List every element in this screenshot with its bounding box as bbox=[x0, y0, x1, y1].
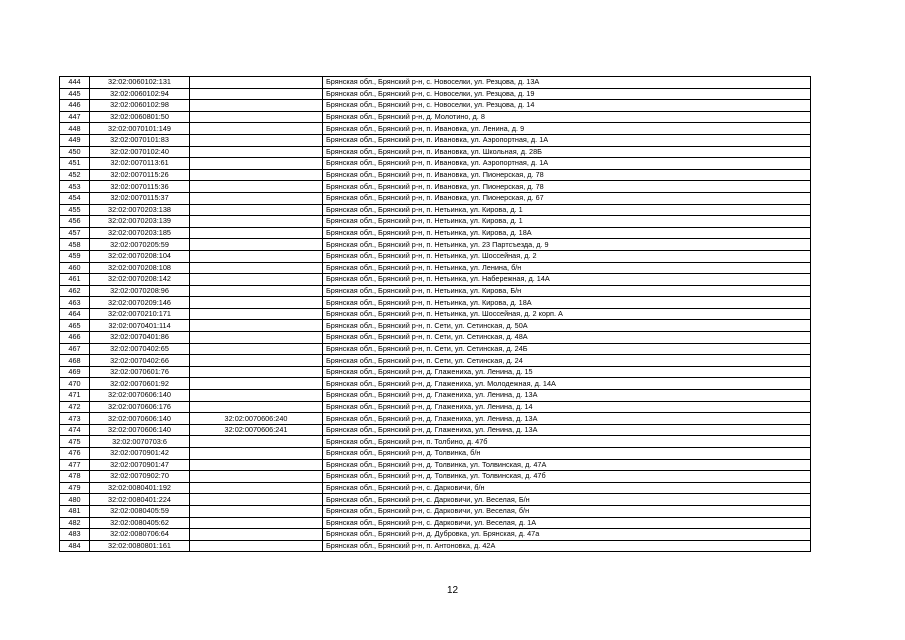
row-number-cell: 457 bbox=[60, 227, 90, 239]
address-cell: Брянская обл., Брянский р-н, п. Ивановка, ул. Школьная, д. 28Б bbox=[323, 146, 811, 158]
cadastral-number-cell: 32:02:0070115:37 bbox=[90, 192, 190, 204]
cadastral-number-cell: 32:02:0060102:131 bbox=[90, 77, 190, 89]
new-cadastral-number-cell bbox=[190, 320, 323, 332]
address-cell: Брянская обл., Брянский р-н, п. Ивановка, ул. Аэропортная, д. 1А bbox=[323, 158, 811, 170]
cadastral-number-cell: 32:02:0070203:139 bbox=[90, 216, 190, 228]
cadastral-number-cell: 32:02:0070208:96 bbox=[90, 285, 190, 297]
new-cadastral-number-cell bbox=[190, 505, 323, 517]
cadastral-number-cell: 32:02:0070606:176 bbox=[90, 401, 190, 413]
table-row bbox=[60, 378, 811, 390]
table-row bbox=[60, 227, 811, 239]
row-number-cell: 456 bbox=[60, 216, 90, 228]
row-number-cell: 478 bbox=[60, 471, 90, 483]
address-cell: Брянская обл., Брянский р-н, п. Ивановка, ул. Пионерская, д. 67 bbox=[323, 192, 811, 204]
new-cadastral-number-cell bbox=[190, 77, 323, 89]
new-cadastral-number-cell bbox=[190, 494, 323, 506]
row-number-cell: 459 bbox=[60, 250, 90, 262]
new-cadastral-number-cell bbox=[190, 88, 323, 100]
row-number-cell: 468 bbox=[60, 355, 90, 367]
cadastral-number-cell: 32:02:0070203:185 bbox=[90, 227, 190, 239]
row-number-cell: 462 bbox=[60, 285, 90, 297]
row-number-cell: 444 bbox=[60, 77, 90, 89]
row-number-cell: 477 bbox=[60, 459, 90, 471]
new-cadastral-number-cell: 32:02:0070606:241 bbox=[190, 424, 323, 436]
row-number-cell: 469 bbox=[60, 366, 90, 378]
cadastral-number-cell: 32:02:0070102:40 bbox=[90, 146, 190, 158]
address-cell: Брянская обл., Брянский р-н, д. Молотино, д. 8 bbox=[323, 111, 811, 123]
cadastral-number-cell: 32:02:0070703:6 bbox=[90, 436, 190, 448]
table-row bbox=[60, 366, 811, 378]
row-number-cell: 472 bbox=[60, 401, 90, 413]
records-table-body bbox=[60, 77, 811, 552]
table-row bbox=[60, 471, 811, 483]
cadastral-number-cell: 32:02:0070606:140 bbox=[90, 413, 190, 425]
address-cell: Брянская обл., Брянский р-н, п. Антоновка, д. 42А bbox=[323, 540, 811, 552]
table-row bbox=[60, 274, 811, 286]
table-row bbox=[60, 169, 811, 181]
new-cadastral-number-cell bbox=[190, 250, 323, 262]
row-number-cell: 451 bbox=[60, 158, 90, 170]
row-number-cell: 480 bbox=[60, 494, 90, 506]
row-number-cell: 484 bbox=[60, 540, 90, 552]
table-row bbox=[60, 216, 811, 228]
table-row bbox=[60, 529, 811, 541]
new-cadastral-number-cell bbox=[190, 378, 323, 390]
row-number-cell: 475 bbox=[60, 436, 90, 448]
cadastral-number-cell: 32:02:0070208:104 bbox=[90, 250, 190, 262]
table-row bbox=[60, 505, 811, 517]
page-number: 12 bbox=[446, 585, 459, 596]
new-cadastral-number-cell bbox=[190, 158, 323, 170]
cadastral-number-cell: 32:02:0080405:59 bbox=[90, 505, 190, 517]
cadastral-number-cell: 32:02:0070401:114 bbox=[90, 320, 190, 332]
cadastral-number-cell: 32:02:0070402:66 bbox=[90, 355, 190, 367]
new-cadastral-number-cell bbox=[190, 436, 323, 448]
address-cell: Брянская обл., Брянский р-н, п. Нетьинка, ул. Ленина, б/н bbox=[323, 262, 811, 274]
cadastral-number-cell: 32:02:0070902:70 bbox=[90, 471, 190, 483]
table-row bbox=[60, 424, 811, 436]
address-cell: Брянская обл., Брянский р-н, с. Дарковичи, б/н bbox=[323, 482, 811, 494]
table-row bbox=[60, 100, 811, 112]
address-cell: Брянская обл., Брянский р-н, д. Глажениха, ул. Ленина, д. 13А bbox=[323, 390, 811, 402]
address-cell: Брянская обл., Брянский р-н, с. Дарковичи, ул. Веселая, б/н bbox=[323, 505, 811, 517]
row-number-cell: 453 bbox=[60, 181, 90, 193]
new-cadastral-number-cell bbox=[190, 239, 323, 251]
address-cell: Брянская обл., Брянский р-н, д. Толвинка, б/н bbox=[323, 448, 811, 460]
address-cell: Брянская обл., Брянский р-н, п. Нетьинка, ул. Шоссейная, д. 2 bbox=[323, 250, 811, 262]
row-number-cell: 464 bbox=[60, 308, 90, 320]
address-cell: Брянская обл., Брянский р-н, д. Дубровка, ул. Брянская, д. 47а bbox=[323, 529, 811, 541]
address-cell: Брянская обл., Брянский р-н, п. Сети, ул. Сетинская, д. 24 bbox=[323, 355, 811, 367]
new-cadastral-number-cell bbox=[190, 181, 323, 193]
row-number-cell: 473 bbox=[60, 413, 90, 425]
table-row bbox=[60, 285, 811, 297]
table-row bbox=[60, 181, 811, 193]
address-cell: Брянская обл., Брянский р-н, п. Сети, ул. Сетинская, д. 50А bbox=[323, 320, 811, 332]
table-row bbox=[60, 355, 811, 367]
new-cadastral-number-cell bbox=[190, 517, 323, 529]
address-cell: Брянская обл., Брянский р-н, п. Нетьинка, ул. 23 Партсъезда, д. 9 bbox=[323, 239, 811, 251]
table-row bbox=[60, 88, 811, 100]
address-cell: Брянская обл., Брянский р-н, с. Дарковичи, ул. Веселая, д. 1А bbox=[323, 517, 811, 529]
cadastral-number-cell: 32:02:0070209:146 bbox=[90, 297, 190, 309]
address-cell: Брянская обл., Брянский р-н, с. Новоселки, ул. Резцова, д. 13А bbox=[323, 77, 811, 89]
new-cadastral-number-cell bbox=[190, 204, 323, 216]
cadastral-number-cell: 32:02:0080801:161 bbox=[90, 540, 190, 552]
cadastral-number-cell: 32:02:0070606:140 bbox=[90, 424, 190, 436]
table-row bbox=[60, 192, 811, 204]
table-row bbox=[60, 262, 811, 274]
table-row bbox=[60, 494, 811, 506]
address-cell: Брянская обл., Брянский р-н, п. Нетьинка, ул. Кирова, Б/н bbox=[323, 285, 811, 297]
row-number-cell: 455 bbox=[60, 204, 90, 216]
cadastral-number-cell: 32:02:0070901:42 bbox=[90, 448, 190, 460]
cadastral-number-cell: 32:02:0070115:36 bbox=[90, 181, 190, 193]
new-cadastral-number-cell bbox=[190, 355, 323, 367]
address-cell: Брянская обл., Брянский р-н, д. Толвинка, ул. Толвинская, д. 47А bbox=[323, 459, 811, 471]
table-row bbox=[60, 158, 811, 170]
address-cell: Брянская обл., Брянский р-н, п. Ивановка, ул. Ленина, д. 9 bbox=[323, 123, 811, 135]
cadastral-number-cell: 32:02:0060102:98 bbox=[90, 100, 190, 112]
new-cadastral-number-cell bbox=[190, 482, 323, 494]
row-number-cell: 466 bbox=[60, 332, 90, 344]
table-row bbox=[60, 448, 811, 460]
new-cadastral-number-cell bbox=[190, 146, 323, 158]
cadastral-number-cell: 32:02:0070205:59 bbox=[90, 239, 190, 251]
cadastral-number-cell: 32:02:0070901:47 bbox=[90, 459, 190, 471]
table-row bbox=[60, 413, 811, 425]
new-cadastral-number-cell bbox=[190, 448, 323, 460]
cadastral-number-cell: 32:02:0060801:50 bbox=[90, 111, 190, 123]
new-cadastral-number-cell bbox=[190, 111, 323, 123]
table-row bbox=[60, 482, 811, 494]
cadastral-number-cell: 32:02:0070402:65 bbox=[90, 343, 190, 355]
row-number-cell: 476 bbox=[60, 448, 90, 460]
row-number-cell: 454 bbox=[60, 192, 90, 204]
new-cadastral-number-cell bbox=[190, 332, 323, 344]
row-number-cell: 465 bbox=[60, 320, 90, 332]
address-cell: Брянская обл., Брянский р-н, с. Дарковичи, ул. Веселая, Б/н bbox=[323, 494, 811, 506]
row-number-cell: 463 bbox=[60, 297, 90, 309]
row-number-cell: 470 bbox=[60, 378, 90, 390]
table-row bbox=[60, 517, 811, 529]
new-cadastral-number-cell bbox=[190, 390, 323, 402]
table-row bbox=[60, 204, 811, 216]
new-cadastral-number-cell bbox=[190, 459, 323, 471]
new-cadastral-number-cell bbox=[190, 134, 323, 146]
address-cell: Брянская обл., Брянский р-н, п. Ивановка, ул. Пионерская, д. 78 bbox=[323, 181, 811, 193]
row-number-cell: 479 bbox=[60, 482, 90, 494]
address-cell: Брянская обл., Брянский р-н, п. Нетьинка, ул. Шоссейная, д. 2 корп. А bbox=[323, 308, 811, 320]
row-number-cell: 481 bbox=[60, 505, 90, 517]
table-row bbox=[60, 343, 811, 355]
new-cadastral-number-cell bbox=[190, 529, 323, 541]
row-number-cell: 452 bbox=[60, 169, 90, 181]
address-cell: Брянская обл., Брянский р-н, п. Нетьинка, ул. Кирова, д. 1 bbox=[323, 216, 811, 228]
cadastral-number-cell: 32:02:0070601:92 bbox=[90, 378, 190, 390]
new-cadastral-number-cell bbox=[190, 401, 323, 413]
cadastral-number-cell: 32:02:0070210:171 bbox=[90, 308, 190, 320]
new-cadastral-number-cell bbox=[190, 366, 323, 378]
cadastral-number-cell: 32:02:0070208:108 bbox=[90, 262, 190, 274]
row-number-cell: 446 bbox=[60, 100, 90, 112]
address-cell: Брянская обл., Брянский р-н, п. Сети, ул. Сетинская, д. 24Б bbox=[323, 343, 811, 355]
address-cell: Брянская обл., Брянский р-н, п. Нетьинка, ул. Кирова, д. 1 bbox=[323, 204, 811, 216]
new-cadastral-number-cell bbox=[190, 274, 323, 286]
cadastral-number-cell: 32:02:0070101:149 bbox=[90, 123, 190, 135]
new-cadastral-number-cell bbox=[190, 343, 323, 355]
row-number-cell: 447 bbox=[60, 111, 90, 123]
new-cadastral-number-cell bbox=[190, 216, 323, 228]
address-cell: Брянская обл., Брянский р-н, д. Толвинка, ул. Толвинская, д. 47б bbox=[323, 471, 811, 483]
address-cell: Брянская обл., Брянский р-н, п. Нетьинка, ул. Кирова, д. 18А bbox=[323, 227, 811, 239]
cadastral-number-cell: 32:02:0070208:142 bbox=[90, 274, 190, 286]
address-cell: Брянская обл., Брянский р-н, п. Толбино, д. 47б bbox=[323, 436, 811, 448]
row-number-cell: 467 bbox=[60, 343, 90, 355]
table-row bbox=[60, 540, 811, 552]
records-table bbox=[59, 76, 811, 552]
row-number-cell: 448 bbox=[60, 123, 90, 135]
cadastral-number-cell: 32:02:0070115:26 bbox=[90, 169, 190, 181]
row-number-cell: 460 bbox=[60, 262, 90, 274]
new-cadastral-number-cell bbox=[190, 308, 323, 320]
table-row bbox=[60, 77, 811, 89]
cadastral-number-cell: 32:02:0070401:86 bbox=[90, 332, 190, 344]
table-row bbox=[60, 320, 811, 332]
address-cell: Брянская обл., Брянский р-н, с. Новоселки, ул. Резцова, д. 19 bbox=[323, 88, 811, 100]
new-cadastral-number-cell bbox=[190, 285, 323, 297]
cadastral-number-cell: 32:02:0080405:62 bbox=[90, 517, 190, 529]
row-number-cell: 458 bbox=[60, 239, 90, 251]
cadastral-number-cell: 32:02:0060102:94 bbox=[90, 88, 190, 100]
row-number-cell: 461 bbox=[60, 274, 90, 286]
row-number-cell: 471 bbox=[60, 390, 90, 402]
new-cadastral-number-cell bbox=[190, 540, 323, 552]
address-cell: Брянская обл., Брянский р-н, п. Ивановка, ул. Аэропортная, д. 1А bbox=[323, 134, 811, 146]
address-cell: Брянская обл., Брянский р-н, д. Глажениха, ул. Ленина, д. 13А bbox=[323, 413, 811, 425]
table-row bbox=[60, 436, 811, 448]
new-cadastral-number-cell bbox=[190, 262, 323, 274]
cadastral-number-cell: 32:02:0070601:76 bbox=[90, 366, 190, 378]
row-number-cell: 482 bbox=[60, 517, 90, 529]
address-cell: Брянская обл., Брянский р-н, п. Сети, ул. Сетинская, д. 48А bbox=[323, 332, 811, 344]
cadastral-number-cell: 32:02:0070606:140 bbox=[90, 390, 190, 402]
cadastral-number-cell: 32:02:0080706:64 bbox=[90, 529, 190, 541]
table-row bbox=[60, 250, 811, 262]
address-cell: Брянская обл., Брянский р-н, п. Нетьинка, ул. Набережная, д. 14А bbox=[323, 274, 811, 286]
new-cadastral-number-cell bbox=[190, 297, 323, 309]
address-cell: Брянская обл., Брянский р-н, д. Глажениха, ул. Ленина, д. 15 bbox=[323, 366, 811, 378]
table-row bbox=[60, 123, 811, 135]
table-row bbox=[60, 459, 811, 471]
cadastral-number-cell: 32:02:0070101:83 bbox=[90, 134, 190, 146]
table-row bbox=[60, 401, 811, 413]
cadastral-number-cell: 32:02:0080401:192 bbox=[90, 482, 190, 494]
address-cell: Брянская обл., Брянский р-н, д. Глажениха, ул. Ленина, д. 14 bbox=[323, 401, 811, 413]
address-cell: Брянская обл., Брянский р-н, п. Ивановка, ул. Пионерская, д. 78 bbox=[323, 169, 811, 181]
table-row bbox=[60, 134, 811, 146]
table-row bbox=[60, 146, 811, 158]
address-cell: Брянская обл., Брянский р-н, д. Глажениха, ул. Молодежная, д. 14А bbox=[323, 378, 811, 390]
new-cadastral-number-cell bbox=[190, 227, 323, 239]
row-number-cell: 450 bbox=[60, 146, 90, 158]
address-cell: Брянская обл., Брянский р-н, с. Новоселки, ул. Резцова, д. 14 bbox=[323, 100, 811, 112]
address-cell: Брянская обл., Брянский р-н, п. Нетьинка, ул. Кирова, д. 18А bbox=[323, 297, 811, 309]
table-row bbox=[60, 239, 811, 251]
new-cadastral-number-cell: 32:02:0070606:240 bbox=[190, 413, 323, 425]
row-number-cell: 445 bbox=[60, 88, 90, 100]
cadastral-number-cell: 32:02:0080401:224 bbox=[90, 494, 190, 506]
new-cadastral-number-cell bbox=[190, 192, 323, 204]
new-cadastral-number-cell bbox=[190, 100, 323, 112]
row-number-cell: 474 bbox=[60, 424, 90, 436]
table-row bbox=[60, 297, 811, 309]
new-cadastral-number-cell bbox=[190, 123, 323, 135]
new-cadastral-number-cell bbox=[190, 471, 323, 483]
row-number-cell: 483 bbox=[60, 529, 90, 541]
table-row bbox=[60, 332, 811, 344]
table-row bbox=[60, 308, 811, 320]
table-row bbox=[60, 390, 811, 402]
cadastral-number-cell: 32:02:0070113:61 bbox=[90, 158, 190, 170]
row-number-cell: 449 bbox=[60, 134, 90, 146]
address-cell: Брянская обл., Брянский р-н, д. Глажениха, ул. Ленина, д. 13А bbox=[323, 424, 811, 436]
new-cadastral-number-cell bbox=[190, 169, 323, 181]
cadastral-number-cell: 32:02:0070203:138 bbox=[90, 204, 190, 216]
table-row bbox=[60, 111, 811, 123]
